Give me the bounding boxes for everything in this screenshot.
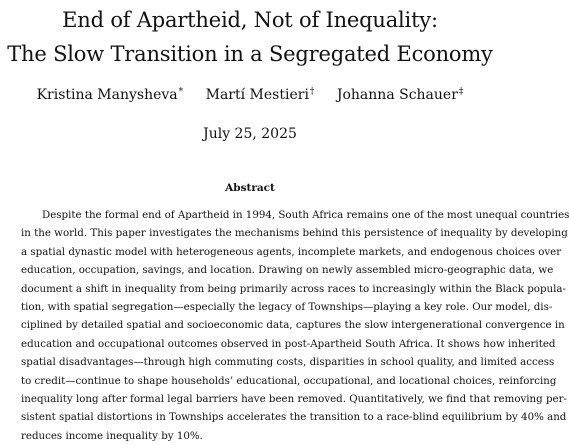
abstract-line: spatial disadvantages—through high commuting costs, disparities in school quality, and limited access [21,356,555,369]
abstract-line: reduces income inequality by 10%. [21,429,203,442]
paper-title-line-2: The Slow Transition in a Segregated Economy [7,42,493,66]
abstract-line: document a shift in inequality from being primarily across races to increasingly within the Black popula- [21,282,566,295]
author-footnote-mark: ‡ [458,87,464,97]
abstract-line: Despite the formal end of Apartheid in 1994, South Africa remains one of the most unequal countries [42,209,569,221]
author-footnote-mark: * [178,87,184,97]
abstract-line: education and occupational outcomes observed in post-Apartheid South Africa. It shows how inherited [21,337,556,350]
author-name: Johanna Schauer [336,87,458,103]
author-footnote-mark: † [309,87,315,97]
publication-date: July 25, 2025 [203,126,297,142]
paper-title-line-1: End of Apartheid, Not of Inequality: [62,8,438,32]
abstract-line: a spatial dynastic model with heterogeneous agents, incomplete markets, and endogenous choices over [21,245,562,258]
abstract-line: tion, with spatial segregation—especially the legacy of Townships—playing a key role. Our model, dis- [21,301,553,314]
author-name: Kristina Manysheva [36,87,178,103]
abstract-line: sistent spatial distortions in Townships accelerates the transition to a race-blind equilibrium by 40% and [21,411,567,424]
abstract-line: in the world. This paper investigates the mechanisms behind this persistence of inequality by developing [21,227,568,240]
abstract-body [21,206,569,445]
abstract-line: ciplined by detailed spatial and socioeconomic data, captures the slow intergenerational convergence in [21,319,565,332]
abstract-line: to credit—continue to shape households’ educational, occupational, and locational choices, reinforcing [21,374,557,387]
abstract-line: education, occupation, savings, and location. Drawing on newly assembled micro-geographic data, we [21,264,554,277]
author-2 [206,83,315,104]
author-3 [337,83,464,104]
abstract-heading: Abstract [225,182,275,194]
abstract-line: inequality long after formal legal barriers have been removed. Quantitatively, we find that removing per- [21,393,567,406]
author-list [0,83,500,104]
author-name: Martí Mestieri [205,87,309,103]
author-1 [37,83,184,104]
